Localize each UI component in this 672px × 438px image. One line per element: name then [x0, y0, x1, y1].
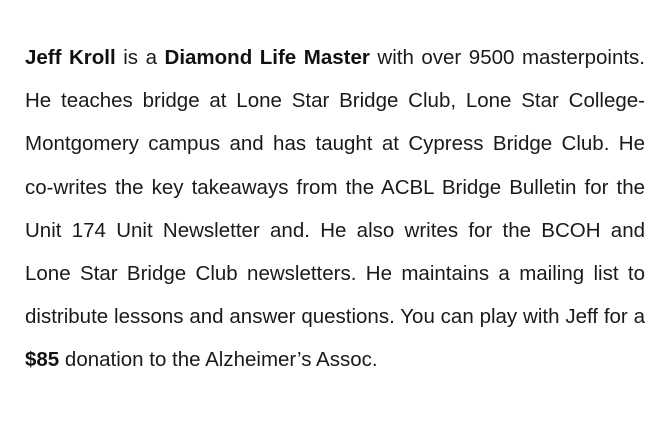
person-name: Jeff Kroll: [25, 46, 116, 69]
donation-amount: $85: [25, 348, 60, 372]
bio-text-body: with over 9500 masterpoints. He teaches bridge at Lone Star Bridge Club, Lone Star College-Montgomery campus and has taught at Cypress Bridge Club. He co-writes the key takeaways from the ACBL Bridge Bulletin for the Unit 174 Unit Newsletter and. He also writes for the BCOH and Lone Star Bridge Club newsletters. He maintains a mailing list to distribute lessons and answer questions. You can play with Jeff for a: [25, 46, 645, 329]
rank-title: Diamond Life Master: [164, 46, 370, 69]
bio-text-intro: is a: [115, 46, 165, 69]
bio-paragraph: [25, 36, 645, 382]
bio-text-closing: donation to the Alzheimer’s Assoc.: [59, 348, 378, 372]
